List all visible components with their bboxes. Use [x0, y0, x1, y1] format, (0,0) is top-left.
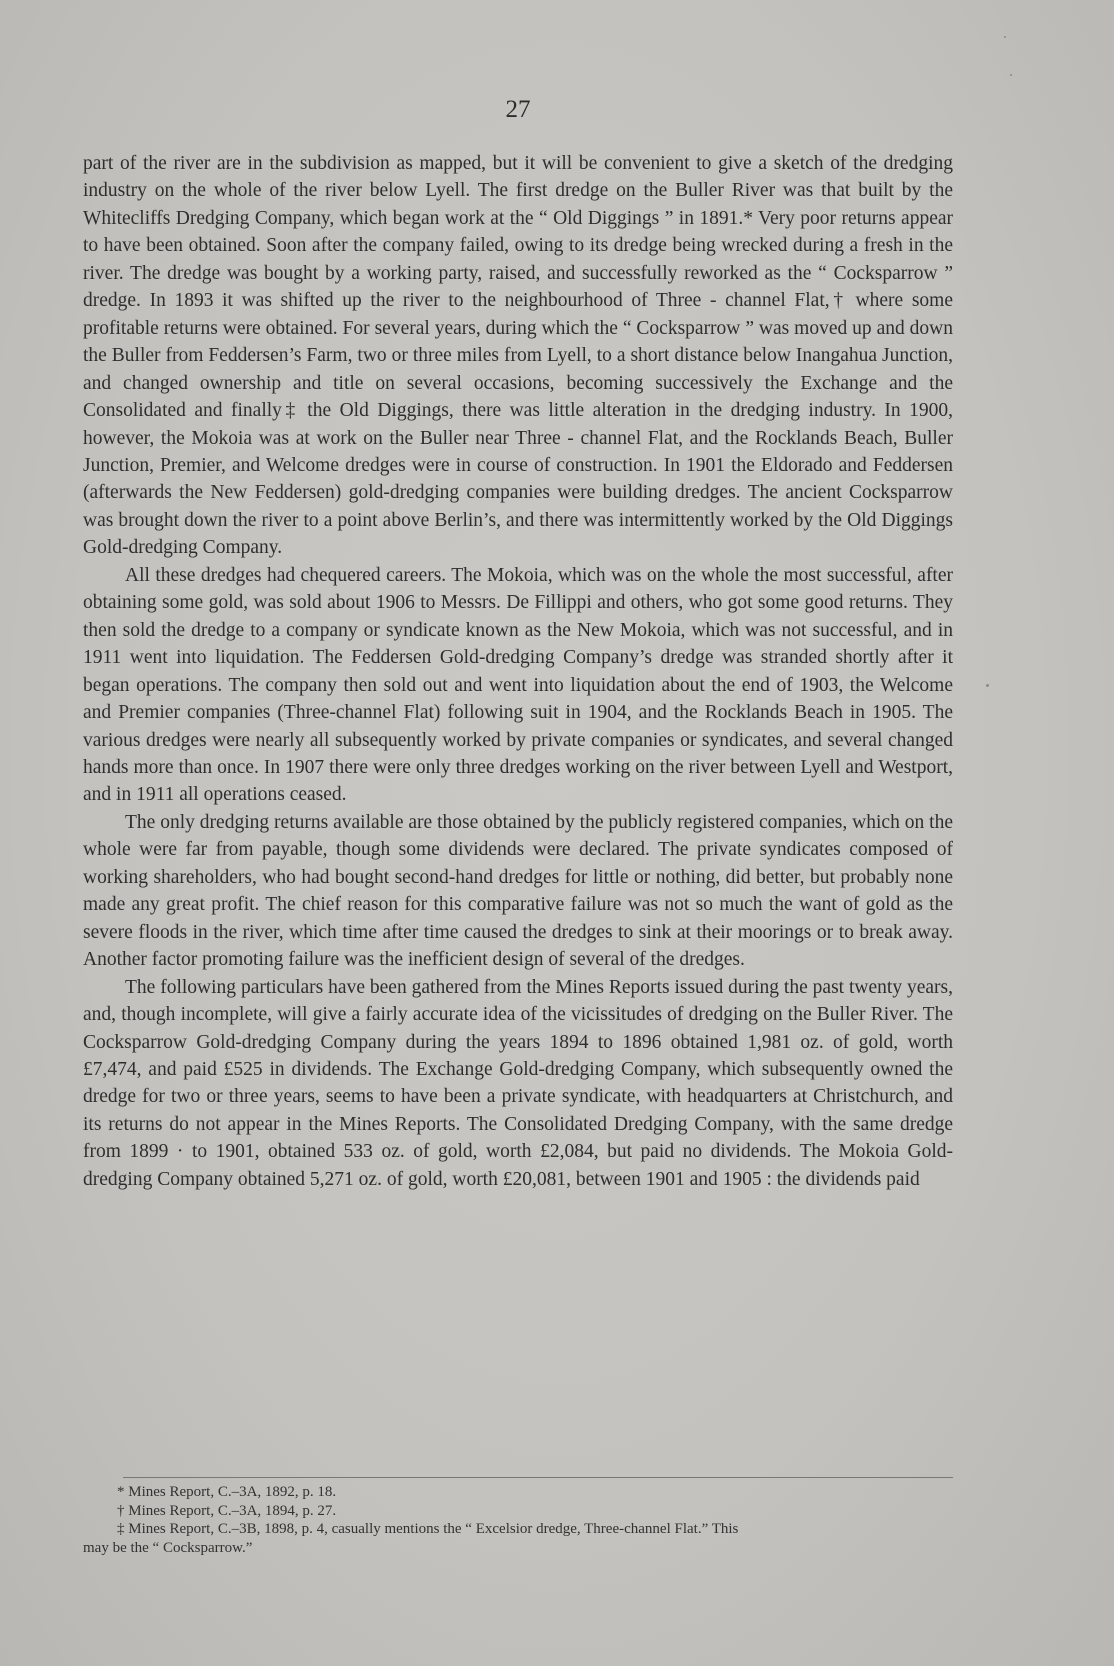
- footnote-1: * Mines Report, C.–3A, 1892, p. 18.: [117, 1484, 337, 1500]
- paragraph-3: The only dredging returns available are those obtained by the publicly registered companies, which on the whole were far from payable, though some dividends were declared. The private syndicates composed of working shareholders, who had bought second-hand dredges for little or nothing, did better, but probably none made any great profit. The chief reason for this comparative failure was not so much the want of gold as the severe floods in the river, which time after time caused the dredges to sink at their moorings or to break away. Another factor promoting failure was the inefficient design of several of the dredges.: [83, 811, 953, 971]
- paper-speck: [1004, 36, 1006, 38]
- paper-speck: [1010, 74, 1012, 76]
- footnote-2: † Mines Report, C.–3A, 1894, p. 27.: [117, 1502, 337, 1519]
- footnote-divider: [123, 1477, 953, 1478]
- page-number: 27: [505, 96, 531, 123]
- footnote-3: ‡ Mines Report, C.–3B, 1898, p. 4, casually mentions the “ Excelsior dredge, Three-channel Flat.” This: [117, 1521, 739, 1537]
- paragraph-4: The following particulars have been gathered from the Mines Reports issued during the past twenty years, and, though incomplete, will give a fairly accurate idea of the vicissitudes of dredging on the Buller River. The Cocksparrow Gold-dredging Company during the years 1894 to 1896 obtained 1,981 oz. of gold, worth £7,474, and paid £525 in dividends. The Exchange Gold-dredging Company, which subsequently owned the dredge for two or three years, seems to have been a private syndicate, with headquarters at Christchurch, and its returns do not appear in the Mines Reports. The Consolidated Dredging Company, with the same dredge from 1899 · to 1901, obtained 533 oz. of gold, worth £2,084, but paid no dividends. The Mokoia Gold-dredging Company obtained 5,271 oz. of gold, worth £20,081, between 1901 and 1905 : the dividends paid: [83, 976, 953, 1190]
- body-text: [83, 150, 953, 1193]
- paragraph-1: part of the river are in the subdivision as mapped, but it will be convenient to give a sketch of the dredging industry on the whole of the river below Lyell. The first dredge on the Buller River was that built by the Whitecliffs Dredging Company, which began work at the “ Old Diggings ” in 1891.* Very poor returns appear to have been obtained. Soon after the company failed, owing to its dredge being wrecked during a fresh in the river. The dredge was bought by a working party, raised, and successfully reworked as the “ Cocksparrow ” dredge. In 1893 it was shifted up the river to the neighbourhood of Three - channel Flat,† where some profitable returns were obtained. For several years, during which the “ Cocksparrow ” was moved up and down the Buller from Feddersen’s Farm, two or three miles from Lyell, to a short distance below Inangahua Junction, and changed ownership and title on several occasions, becoming successively the Exchange and the Consolidated and finally‡ the Old Diggings, there was little alteration in the dredging industry. In 1900, however, the Mokoia was at work on the Buller near Three - channel Flat, and the Rocklands Beach, Buller Junction, Premier, and Welcome dredges were in course of construction. In 1901 the Eldorado and Feddersen (afterwards the New Feddersen) gold-dredging companies were building dredges. The ancient Cocksparrow was brought down the river to a point above Berlin’s, and there was intermittently worked by the Old Diggings Gold-dredging Company.: [83, 153, 953, 559]
- paper-speck: [986, 684, 989, 687]
- paragraph-2: All these dredges had chequered careers. The Mokoia, which was on the whole the most successful, after obtaining some gold, was sold about 1906 to Messrs. De Fillippi and others, who got some good returns. They then sold the dredge to a company or syndicate known as the New Mokoia, which was not successful, and in 1911 went into liquidation. The Feddersen Gold-dredging Company’s dredge was stranded shortly after it began operations. The company then sold out and went into liquidation about the end of 1903, the Welcome and Premier companies (Three-channel Flat) following suit in 1904, and the Rocklands Beach in 1905. The various dredges were nearly all subsequently worked by private companies or syndicates, and several changed hands more than once. In 1907 there were only three dredges working on the river between Lyell and Westport, and in 1911 all operations ceased.: [83, 564, 953, 806]
- footnote-3-continuation: may be the “ Cocksparrow.”: [83, 1539, 253, 1556]
- footnotes: [83, 1483, 953, 1557]
